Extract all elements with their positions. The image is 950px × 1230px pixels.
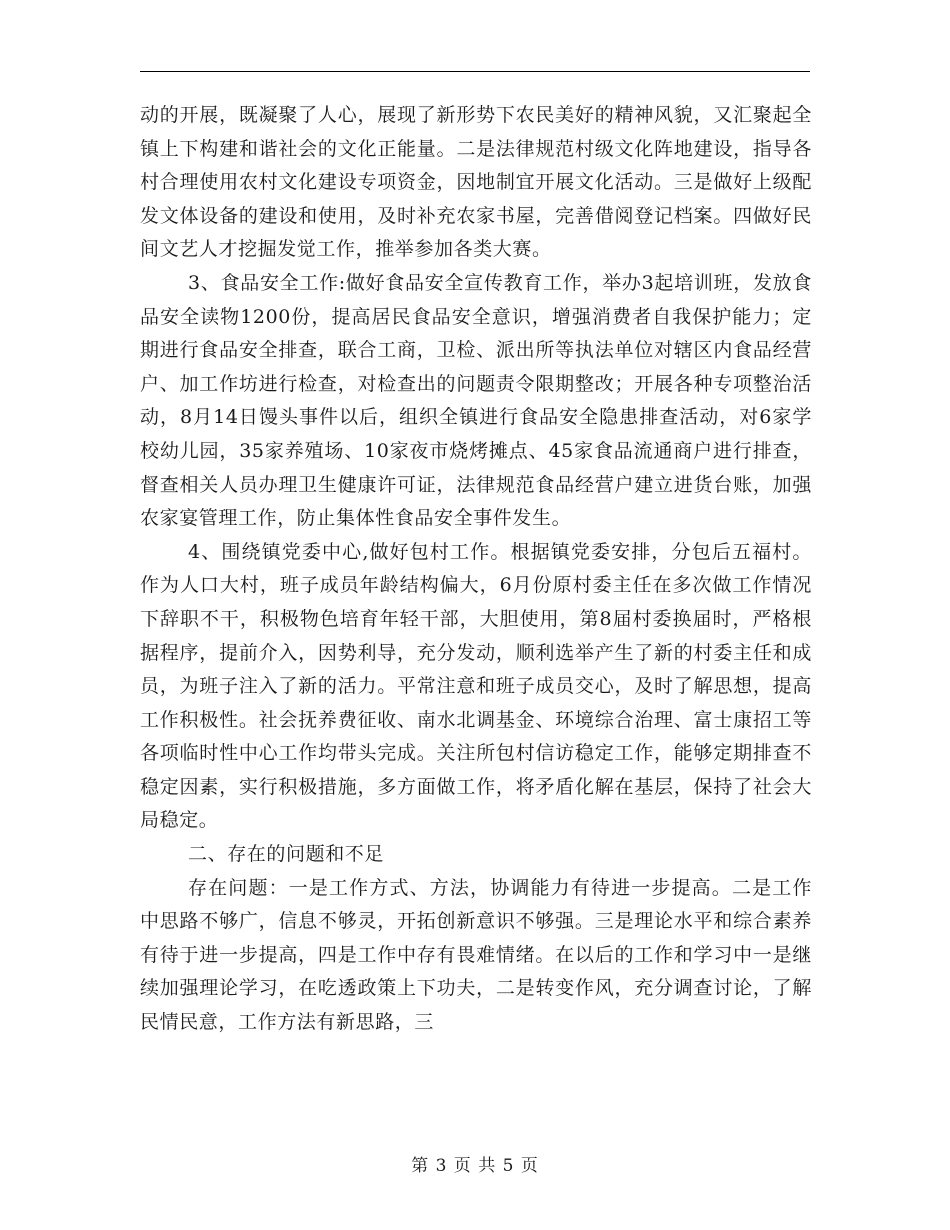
paragraph-food-safety: 3、食品安全工作:做好食品安全宣传教育工作，举办3起培训班，发放食品安全读物1200份，提高居民食品安全意识，增强消费者自我保护能力；定期进行食品安全排查，联合工商，卫检、派出所等执法单位对辖区内食品经营户、加工作坊进行检查，对检查出的问题责令限期整改；开展各种专项整治活动，8月14日馒头事件以后，组织全镇进行食品安全隐患排查活动，对6家学校幼儿园，35家养殖场、10家夜市烧烤摊点、45家食品流通商户进行排查，督查相关人员办理卫生健康许可证，法律规范食品经营户建立进货台账，加强农家宴管理工作，防止集体性食品安全事件发生。	[140, 271, 812, 530]
section-heading-problems: 二、存在的问题和不足	[188, 843, 385, 866]
paragraph-problems: 存在问题：一是工作方式、方法，协调能力有待进一步提高。二是工作中思路不够广，信息不够灵，开拓创新意识不够强。三是理论水平和综合素养有待于进一步提高，四是工作中存有畏难情绪。在以后的工作和学习中一是继续加强理论学习，在吃透政策上下功夫，二是转变作风，充分调查讨论，了解民情民意，工作方法有新思路，三	[140, 876, 812, 1034]
header-rule	[140, 71, 810, 72]
document-body	[140, 99, 812, 1040]
paragraph-village-work: 4、围绕镇党委中心,做好包村工作。根据镇党委安排，分包后五福村。作为人口大村，班子成员年龄结构偏大，6月份原村委主任在多次做工作情况下辞职不干，积极物色培育年轻干部，大胆使用，第8届村委换届时，严格根据程序，提前介入，因势利导，充分发动，顺利选举产生了新的村委主任和成员，为班子注入了新的活力。平常注意和班子成员交心，及时了解思想，提高工作积极性。社会抚养费征收、南水北调基金、环境综合治理、富士康招工等各项临时性中心工作均带头完成。关注所包村信访稳定工作，能够定期排查不稳定因素，实行积极措施，多方面做工作，将矛盾化解在基层，保持了社会大局稳定。	[140, 540, 812, 832]
paragraph-culture-continued: 动的开展，既凝聚了人心，展现了新形势下农民美好的精神风貌，又汇聚起全镇上下构建和谐社会的文化正能量。二是法律规范村级文化阵地建设，指导各村合理使用农村文化建设专项资金，因地制宜开展文化活动。三是做好上级配发文体设备的建设和使用，及时补充农家书屋，完善借阅登记档案。四做好民间文艺人才挖掘发觉工作，推举参加各类大赛。	[140, 104, 812, 261]
page-number-footer: 第 3 页 共 5 页	[411, 1156, 539, 1176]
